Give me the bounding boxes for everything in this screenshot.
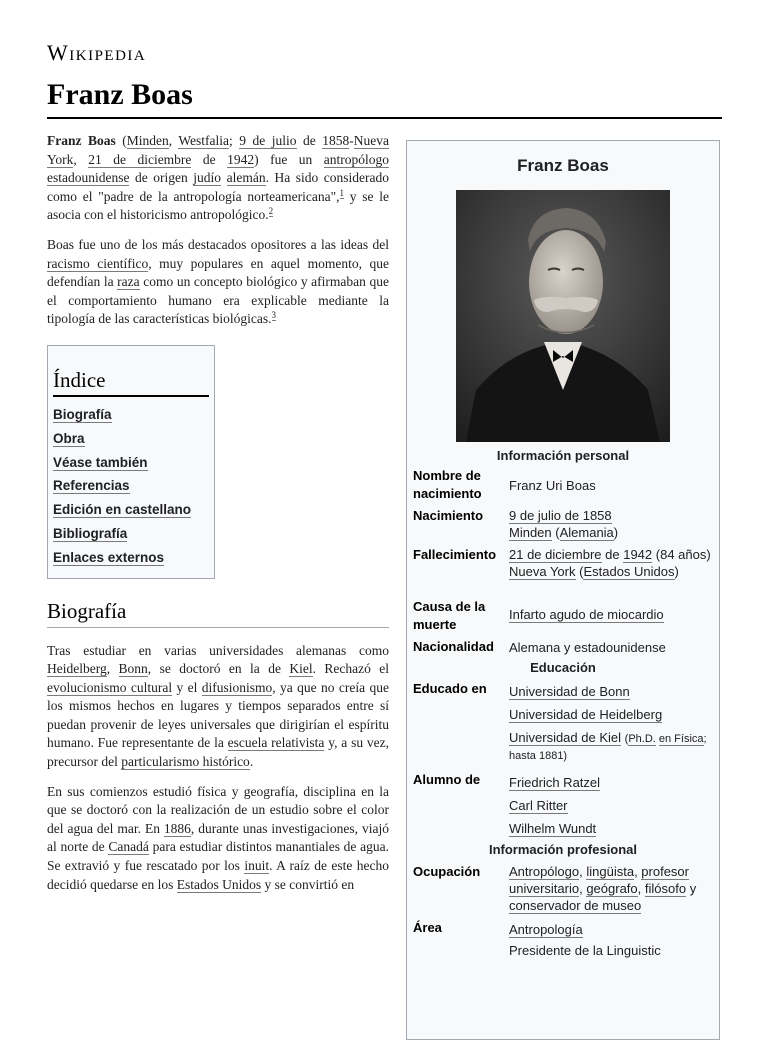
professional-info-header: Información profesional [488, 842, 638, 857]
occupation-profesor[interactable]: profesor universitario [509, 864, 689, 896]
area-presidente: Presidente de la Linguistic [509, 943, 661, 958]
link-nueva-york[interactable]: Nueva York [47, 133, 389, 167]
birth-name-label: Nombre de nacimiento [413, 468, 482, 501]
row-birth: Nacimiento 9 de julio de 1858 Minden (Alemania) [407, 505, 719, 544]
toc-item-obra[interactable]: Obra [53, 430, 85, 446]
link-1886[interactable]: 1886 [163, 820, 191, 836]
link-judio[interactable]: judío [193, 170, 222, 186]
reference-3[interactable]: 3 [271, 310, 277, 321]
toc-item-bibliografia[interactable]: Bibliografía [53, 525, 128, 541]
link-canada[interactable]: Canadá [108, 839, 149, 855]
toc-list [53, 403, 209, 570]
toc-item-biografia[interactable]: Biografía [53, 406, 112, 422]
table-of-contents [47, 345, 215, 579]
link-estadounidense[interactable]: estadounidense [47, 170, 130, 186]
biografia-paragraph-1: Tras estudiar en varias universidades alemanas como Heidelberg, Bonn, se doctoró en la de Kiel. Rechazó el evolucionismo cultural y el difusionismo, ya que no creía que los mismos hechos en lugares y tiempos separados entre sí puedan provenir de leyes universales que dirigirían el espíritu humano. Fue representante de la escuela relativista y, a su vez, precursor del particularismo histórico. [47, 642, 390, 770]
reference-2[interactable]: 2 [268, 206, 274, 217]
birth-place-link[interactable]: Minden [509, 525, 552, 540]
wikipedia-logo[interactable]: Wikipedia [47, 40, 147, 65]
occupation-antropologo[interactable]: Antropólogo [509, 864, 580, 879]
cause-link[interactable]: Infarto agudo de miocardio [509, 607, 664, 622]
link-9-julio[interactable]: 9 de julio [239, 133, 297, 148]
area-antropologia[interactable]: Antropología [509, 922, 583, 937]
row-nationality [407, 636, 719, 658]
subject-name: Franz Boas [47, 133, 116, 148]
kiel-fisica-link[interactable]: en Física [658, 733, 704, 745]
toc-item-vease-tambien[interactable]: Véase también [53, 454, 148, 470]
birth-country-link[interactable]: Alemania [559, 525, 614, 540]
row-area [407, 917, 719, 961]
educated-bonn[interactable]: Universidad de Bonn [509, 684, 630, 699]
link-1858[interactable]: 1858 [322, 133, 350, 148]
birth-date-link[interactable]: 9 de julio de 1858 [509, 508, 612, 523]
personal-info-table [407, 467, 719, 658]
student-ritter[interactable]: Carl Ritter [509, 798, 568, 813]
occupation-geografo[interactable]: geógrafo [586, 881, 638, 896]
occupation-filosofo[interactable]: filósofo [644, 881, 687, 896]
education-table [407, 677, 719, 840]
death-age: (84 años) [655, 547, 711, 562]
educated-label: Educado en [413, 681, 487, 696]
link-aleman[interactable]: alemán [226, 170, 266, 186]
intro-paragraph-1: Franz Boas (Minden, Westfalia; 9 de julio de 1858-Nueva York, 21 de diciembre de 1942) fue un antropólogo estadounidense de origen judío alemán. Ha sido considerado como el "padre de la antropología norteamericana",$^1$ y se le asocia con el historicismo antropológico.$^2$ [47, 133, 390, 223]
toc-item-edicion-castellano[interactable]: Edición en castellano [53, 502, 192, 518]
education-header: Educación [530, 660, 596, 675]
reference-1[interactable]: 1 [339, 187, 345, 198]
article-body [47, 132, 389, 905]
student-wundt[interactable]: Wilhelm Wundt [509, 821, 597, 836]
section-heading-biografia: Biografía [47, 599, 389, 628]
biografia-paragraph-2: En sus comienzos estudió física y geografía, disciplina en la que se doctoró con la realización de un estudio sobre el color del agua del mar. En 1886, durante unas investigaciones, viajó al norte de Canadá para estudiar distintos manantiales de agua. Se extravió y fue rescatado por los inuit. A raíz de este hecho decidió quedarse en los Estados Unidos y se convirtió en [47, 783, 389, 892]
educated-kiel[interactable]: Universidad de Kiel [509, 730, 622, 745]
infobox-title: Franz Boas [517, 156, 609, 175]
link-evolucionismo-cultural[interactable]: evolucionismo cultural [47, 679, 173, 695]
link-estados-unidos[interactable]: Estados Unidos [176, 876, 262, 892]
cause-label: Causa de la muerte [413, 599, 486, 632]
nationality-label: Nacionalidad [413, 639, 494, 654]
intro-paragraph-2: Boas fue uno de los más destacados opositores a las ideas del racismo científico, muy populares en aquel momento, que defendían la raza como un concepto biológico y afirmaban que el comportamiento humano era explicable mediante la tipología de las características biológicas.$^3$ [47, 236, 389, 327]
nationality-value: Alemana y estadounidense [509, 640, 666, 655]
link-racismo-cientifico[interactable]: racismo científico [47, 255, 149, 271]
link-bonn[interactable]: Bonn [118, 661, 148, 677]
row-birth-name [407, 467, 719, 505]
birth-label: Nacimiento [413, 508, 484, 523]
occupation-label: Ocupación [413, 864, 481, 879]
row-educated: Educado en Universidad de Bonn Universidad de Heidelberg Universidad de Kiel (Ph.D. en Física; hasta 1881) [407, 677, 719, 767]
row-death: Fallecimiento 21 de diciembre de 1942 (84 años) Nueva York (Estados Unidos) [407, 544, 719, 596]
row-occupation: Ocupación Antropólogo, lingüista, profesor universitario, geógrafo, filósofo y conservador de museo [407, 861, 719, 917]
personal-info-header: Información personal [496, 448, 630, 463]
infobox [406, 140, 720, 1040]
link-inuit[interactable]: inuit [244, 858, 270, 874]
link-raza[interactable]: raza [117, 274, 140, 290]
toc-item-enlaces-externos[interactable]: Enlaces externos [53, 549, 165, 565]
death-label: Fallecimiento [413, 547, 497, 562]
row-cause [407, 596, 719, 636]
portrait-photo[interactable] [456, 190, 670, 442]
area-label: Área [413, 920, 442, 935]
link-minden[interactable]: Minden [126, 133, 169, 148]
educated-heidelberg[interactable]: Universidad de Heidelberg [509, 707, 663, 722]
death-country-link[interactable]: Estados Unidos [583, 564, 675, 579]
student-label: Alumno de [413, 772, 481, 787]
death-place-link[interactable]: Nueva York [509, 564, 576, 579]
death-year-link[interactable]: 1942 [623, 547, 653, 562]
link-21-diciembre[interactable]: 21 de diciembre [88, 151, 192, 167]
title-divider [47, 117, 722, 119]
student-ratzel[interactable]: Friedrich Ratzel [509, 775, 601, 790]
page-title: Franz Boas [47, 78, 193, 111]
occupation-conservador[interactable]: conservador de museo [509, 898, 642, 913]
link-1942[interactable]: 1942 [227, 151, 255, 167]
link-westfalia[interactable]: Westfalia [178, 133, 230, 148]
death-date-link[interactable]: 21 de diciembre [509, 547, 602, 562]
birth-name-value: Franz Uri Boas [509, 478, 596, 493]
row-students [407, 767, 719, 840]
toc-item-referencias[interactable]: Referencias [53, 478, 130, 494]
link-escuela-relativista[interactable]: escuela relativista [227, 735, 325, 751]
link-antropologo[interactable]: antropólogo [323, 151, 390, 167]
link-particularismo-historico[interactable]: particularismo histórico [121, 754, 250, 770]
professional-table [407, 861, 719, 961]
occupation-linguista[interactable]: lingüista [586, 864, 635, 879]
link-kiel[interactable]: Kiel [289, 661, 313, 677]
link-difusionismo[interactable]: difusionismo [201, 679, 273, 695]
link-heidelberg[interactable]: Heidelberg [47, 661, 107, 677]
kiel-phd-link[interactable]: Ph.D. [628, 733, 656, 745]
toc-title: Índice [53, 368, 209, 397]
